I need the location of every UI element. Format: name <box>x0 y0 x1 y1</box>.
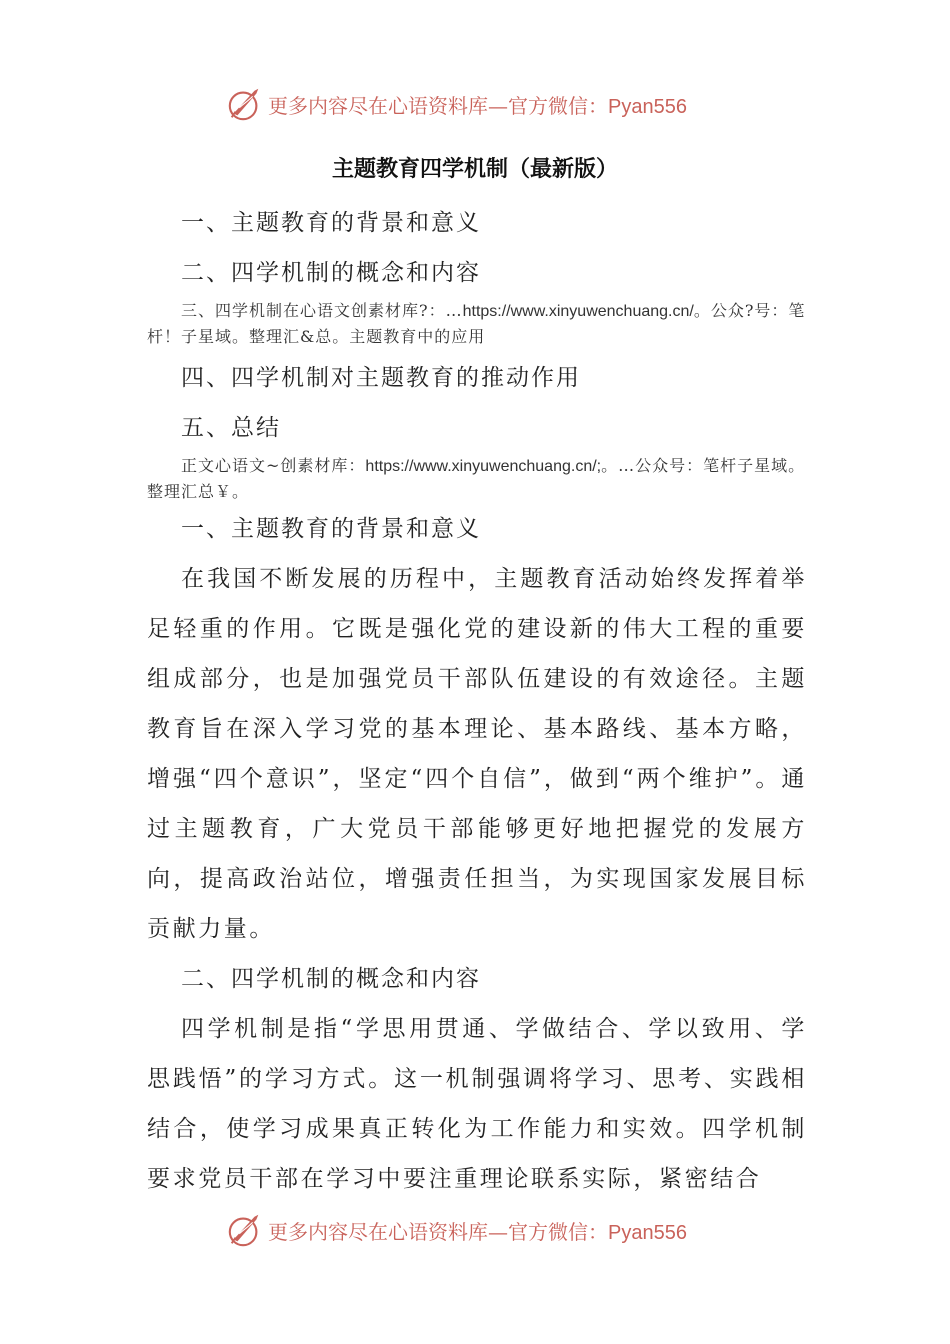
note2-suffix: 。…公众号：笔杆子星域。整理汇总￥。 <box>147 456 806 501</box>
note2-url: https://www.xinyuwenchuang.cn/; <box>365 458 602 475</box>
watermark-wechat-id: Pyan556 <box>608 95 687 118</box>
toc-item-2: 二、四学机制的概念和内容 <box>181 260 481 286</box>
footer-watermark <box>226 1208 746 1252</box>
quill-pen-logo-icon <box>226 85 264 123</box>
note1-url: https://www.xinyuwenchuang.cn/ <box>462 303 694 320</box>
inline-ad-note-2 <box>147 453 807 504</box>
note1-suffix: 。公众?号：笔杆！子星域。整理汇&总。主题教育中的应用 <box>147 301 806 346</box>
note1-prefix: 三、四学机制在心语文创素材库?：… <box>181 301 463 320</box>
inline-ad-note-1 <box>147 298 807 349</box>
watermark-label: 更多内容尽在心语资料库—官方微信： <box>268 1219 608 1244</box>
toc-item-4: 四、四学机制对主题教育的推动作用 <box>181 365 581 391</box>
document-title: 主题教育四学机制（最新版） <box>331 157 618 182</box>
watermark-text <box>268 90 687 119</box>
section-1-heading: 一、主题教育的背景和意义 <box>181 516 481 542</box>
header-watermark <box>226 82 746 126</box>
document-body <box>147 198 807 1204</box>
watermark-wechat-id: Pyan556 <box>608 1221 687 1244</box>
section-2-heading: 二、四学机制的概念和内容 <box>181 966 481 992</box>
toc-item-5: 五、总结 <box>181 415 281 441</box>
toc-item-1: 一、主题教育的背景和意义 <box>181 210 481 236</box>
section-2-paragraph: 四学机制是指“学思用贯通、学做结合、学以致用、学思践悟”的学习方式。这一机制强调将学习、思考、实践相结合，使学习成果真正转化为工作能力和实效。四学机制要求党员干部在学习中要注重理论联系实际，紧密结合 <box>147 1016 807 1192</box>
section-1-paragraph: 在我国不断发展的历程中，主题教育活动始终发挥着举足轻重的作用。它既是强化党的建设新的伟大工程的重要组成部分，也是加强党员干部队伍建设的有效途径。主题教育旨在深入学习党的基本理论、基本路线、基本方略，增强“四个意识”，坚定“四个自信”，做到“两个维护”。通过主题教育，广大党员干部能够更好地把握党的发展方向，提高政治站位，增强责任担当，为实现国家发展目标贡献力量。 <box>147 566 807 942</box>
watermark-label: 更多内容尽在心语资料库—官方微信： <box>268 93 608 118</box>
note2-prefix: 正文心语文~创素材库： <box>181 456 366 475</box>
quill-pen-logo-icon <box>226 1211 264 1249</box>
watermark-text <box>268 1216 687 1245</box>
